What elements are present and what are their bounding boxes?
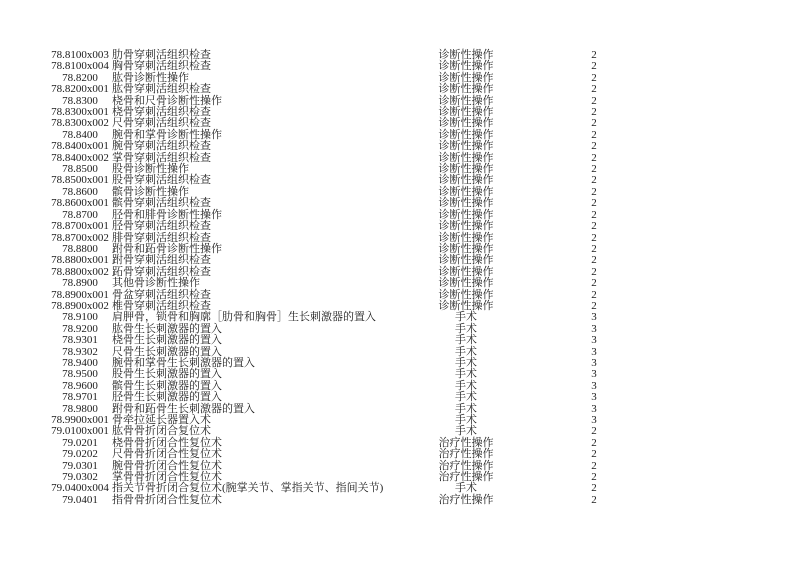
code-cell: 78.8500x001: [51, 174, 109, 187]
description-cell: 股骨穿刺活组织检查: [112, 174, 211, 187]
grade-cell: 3: [591, 414, 597, 426]
grade-cell: 3: [591, 379, 597, 392]
code-cell: 79.0301: [62, 459, 98, 472]
grade-cell: 2: [591, 94, 597, 107]
grade-cell: 3: [591, 322, 597, 335]
code-cell: 78.9900x001: [51, 414, 109, 426]
category-cell: 手术: [455, 402, 477, 415]
code-cell: 78.8500: [62, 163, 98, 176]
description-cell: 肱骨生长刺激器的置入: [112, 322, 222, 335]
category-cell: 治疗性操作: [438, 448, 494, 461]
description-cell: 髌骨诊断性操作: [112, 185, 189, 198]
grade-cell: 2: [591, 459, 597, 472]
description-cell: 肱骨穿刺活组织检查: [112, 83, 211, 96]
description-cell: 跗骨和跖骨生长刺激器的置入: [112, 402, 255, 415]
category-cell: 手术: [455, 322, 477, 335]
grade-cell: 2: [591, 231, 597, 244]
description-cell: 股骨生长刺激器的置入: [112, 368, 222, 381]
code-cell: 78.9302: [62, 345, 98, 358]
code-cell: 78.8100x004: [51, 60, 109, 73]
category-cell: 诊断性操作: [438, 94, 494, 107]
description-cell: 骨牵拉延长器置入术: [112, 414, 211, 426]
description-cell: 肱骨骨折闭合复位术: [112, 425, 211, 438]
category-cell: 诊断性操作: [438, 140, 494, 153]
grade-cell: 3: [591, 311, 597, 324]
code-cell: 78.8100x003: [51, 49, 109, 61]
grade-cell: 2: [591, 197, 597, 210]
code-cell: 78.9400: [62, 356, 98, 369]
description-cell: 尺骨穿刺活组织检查: [112, 117, 211, 130]
table-row: [0, 449, 800, 460]
grade-cell: 2: [591, 60, 597, 73]
description-cell: 腕骨骨折闭合性复位术: [112, 459, 222, 472]
table-row: [0, 278, 800, 289]
code-cell: 78.8400x001: [51, 140, 109, 153]
category-cell: 诊断性操作: [438, 151, 494, 164]
grade-cell: 2: [591, 185, 597, 198]
description-cell: 肩胛骨，锁骨和胸廓［肋骨和胸骨］生长刺激器的置入: [112, 311, 376, 324]
category-cell: 诊断性操作: [438, 128, 494, 141]
category-cell: 诊断性操作: [438, 242, 494, 255]
category-cell: 治疗性操作: [438, 459, 494, 472]
grade-cell: 2: [591, 425, 597, 438]
grade-cell: 2: [591, 71, 597, 84]
grade-cell: 2: [591, 242, 597, 255]
code-cell: 78.8400: [62, 128, 98, 141]
category-cell: 诊断性操作: [438, 71, 494, 84]
code-cell: 78.8900x001: [51, 288, 109, 301]
grade-cell: 2: [591, 277, 597, 290]
code-cell: 78.8700x001: [51, 220, 109, 233]
description-cell: 桡骨骨折闭合性复位术: [112, 436, 222, 449]
description-cell: 跗骨和跖骨诊断性操作: [112, 242, 222, 255]
grade-cell: 2: [591, 208, 597, 221]
code-cell: 78.8900: [62, 277, 98, 290]
grade-cell: 2: [591, 83, 597, 96]
code-cell: 79.0400x004: [51, 482, 109, 495]
code-cell: 78.9500: [62, 368, 98, 381]
description-cell: 桡骨穿刺活组织检查: [112, 106, 211, 119]
category-cell: 手术: [455, 311, 477, 324]
code-cell: 78.8400x002: [51, 151, 109, 164]
table-row: [0, 221, 800, 232]
category-cell: 治疗性操作: [438, 493, 494, 506]
procedure-code-table: [0, 50, 800, 506]
description-cell: 腕骨穿刺活组织检查: [112, 140, 211, 153]
code-cell: 78.8200: [62, 71, 98, 84]
code-cell: 78.8700: [62, 208, 98, 221]
code-cell: 79.0302: [62, 471, 98, 484]
category-cell: 手术: [455, 414, 477, 426]
table-row: [0, 392, 800, 403]
description-cell: 尺骨生长刺激器的置入: [112, 345, 222, 358]
grade-cell: 2: [591, 163, 597, 176]
description-cell: 胫骨和腓骨诊断性操作: [112, 208, 222, 221]
code-cell: 79.0202: [62, 448, 98, 461]
category-cell: 手术: [455, 379, 477, 392]
code-cell: 78.9701: [62, 391, 98, 404]
grade-cell: 2: [591, 106, 597, 119]
grade-cell: 2: [591, 288, 597, 301]
category-cell: 诊断性操作: [438, 220, 494, 233]
grade-cell: 3: [591, 345, 597, 358]
category-cell: 诊断性操作: [438, 254, 494, 267]
code-cell: 78.8800: [62, 242, 98, 255]
grade-cell: 3: [591, 368, 597, 381]
code-cell: 78.8300x002: [51, 117, 109, 130]
grade-cell: 2: [591, 117, 597, 130]
description-cell: 腕骨和掌骨诊断性操作: [112, 128, 222, 141]
grade-cell: 2: [591, 482, 597, 495]
category-cell: 治疗性操作: [438, 471, 494, 484]
table-row: [0, 335, 800, 346]
category-cell: 手术: [455, 482, 477, 495]
code-cell: 78.8600: [62, 185, 98, 198]
description-cell: 掌骨骨折闭合性复位术: [112, 471, 222, 484]
category-cell: 治疗性操作: [438, 436, 494, 449]
code-cell: 79.0100x001: [51, 425, 109, 438]
description-cell: 胫骨穿刺活组织检查: [112, 220, 211, 233]
grade-cell: 2: [591, 299, 597, 312]
description-cell: 髌骨穿刺活组织检查: [112, 197, 211, 210]
description-cell: 其他骨诊断性操作: [112, 277, 200, 290]
category-cell: 诊断性操作: [438, 174, 494, 187]
description-cell: 肱骨诊断性操作: [112, 71, 189, 84]
table-row: [0, 495, 800, 506]
grade-cell: 2: [591, 174, 597, 187]
code-cell: 78.8800x002: [51, 265, 109, 278]
category-cell: 诊断性操作: [438, 163, 494, 176]
category-cell: 手术: [455, 368, 477, 381]
code-cell: 78.9200: [62, 322, 98, 335]
description-cell: 指骨骨折闭合性复位术: [112, 493, 222, 506]
table-row: [0, 255, 800, 266]
code-cell: 78.9301: [62, 334, 98, 347]
code-cell: 78.8200x001: [51, 83, 109, 96]
description-cell: 髌骨生长刺激器的置入: [112, 379, 222, 392]
grade-cell: 2: [591, 448, 597, 461]
grade-cell: 3: [591, 391, 597, 404]
code-cell: 78.9800: [62, 402, 98, 415]
grade-cell: 2: [591, 493, 597, 506]
category-cell: 诊断性操作: [438, 277, 494, 290]
code-cell: 78.8300x001: [51, 106, 109, 119]
grade-cell: 2: [591, 254, 597, 267]
description-cell: 股骨诊断性操作: [112, 163, 189, 176]
description-cell: 胫骨生长刺激器的置入: [112, 391, 222, 404]
grade-cell: 3: [591, 402, 597, 415]
code-cell: 78.8300: [62, 94, 98, 107]
grade-cell: 2: [591, 140, 597, 153]
grade-cell: 2: [591, 220, 597, 233]
description-cell: 跗骨穿刺活组织检查: [112, 254, 211, 267]
category-cell: 手术: [455, 345, 477, 358]
grade-cell: 2: [591, 128, 597, 141]
category-cell: 手术: [455, 391, 477, 404]
code-cell: 79.0401: [62, 493, 98, 506]
category-cell: 诊断性操作: [438, 117, 494, 130]
grade-cell: 2: [591, 471, 597, 484]
code-cell: 79.0201: [62, 436, 98, 449]
description-cell: 椎骨穿刺活组织检查: [112, 299, 211, 312]
category-cell: 诊断性操作: [438, 265, 494, 278]
category-cell: 诊断性操作: [438, 231, 494, 244]
category-cell: 诊断性操作: [438, 288, 494, 301]
description-cell: 桡骨生长刺激器的置入: [112, 334, 222, 347]
grade-cell: 3: [591, 334, 597, 347]
category-cell: 诊断性操作: [438, 49, 494, 61]
description-cell: 尺骨骨折闭合性复位术: [112, 448, 222, 461]
category-cell: 诊断性操作: [438, 60, 494, 73]
category-cell: 诊断性操作: [438, 197, 494, 210]
description-cell: 骨盆穿刺活组织检查: [112, 288, 211, 301]
category-cell: 诊断性操作: [438, 208, 494, 221]
category-cell: 手术: [455, 425, 477, 438]
code-cell: 78.9600: [62, 379, 98, 392]
category-cell: 诊断性操作: [438, 185, 494, 198]
code-cell: 78.8600x001: [51, 197, 109, 210]
table-row: [0, 198, 800, 209]
description-cell: 桡骨和尺骨诊断性操作: [112, 94, 222, 107]
description-cell: 腕骨和掌骨生长刺激器的置入: [112, 356, 255, 369]
code-cell: 78.8900x002: [51, 299, 109, 312]
grade-cell: 2: [591, 265, 597, 278]
category-cell: 诊断性操作: [438, 299, 494, 312]
description-cell: 腓骨穿刺活组织检查: [112, 231, 211, 244]
description-cell: 掌骨穿刺活组织检查: [112, 151, 211, 164]
description-cell: 跖骨穿刺活组织检查: [112, 265, 211, 278]
table-row: [0, 141, 800, 152]
category-cell: 手术: [455, 356, 477, 369]
code-cell: 78.9100: [62, 311, 98, 324]
category-cell: 诊断性操作: [438, 106, 494, 119]
grade-cell: 2: [591, 436, 597, 449]
description-cell: 指关节骨折闭合复位术(腕掌关节、掌指关节、指间关节): [112, 482, 384, 495]
description-cell: 肋骨穿刺活组织检查: [112, 49, 211, 61]
category-cell: 诊断性操作: [438, 83, 494, 96]
grade-cell: 2: [591, 49, 597, 61]
code-cell: 78.8800x001: [51, 254, 109, 267]
grade-cell: 3: [591, 356, 597, 369]
table-row: [0, 84, 800, 95]
code-cell: 78.8700x002: [51, 231, 109, 244]
category-cell: 手术: [455, 334, 477, 347]
grade-cell: 2: [591, 151, 597, 164]
description-cell: 胸骨穿刺活组织检查: [112, 60, 211, 73]
